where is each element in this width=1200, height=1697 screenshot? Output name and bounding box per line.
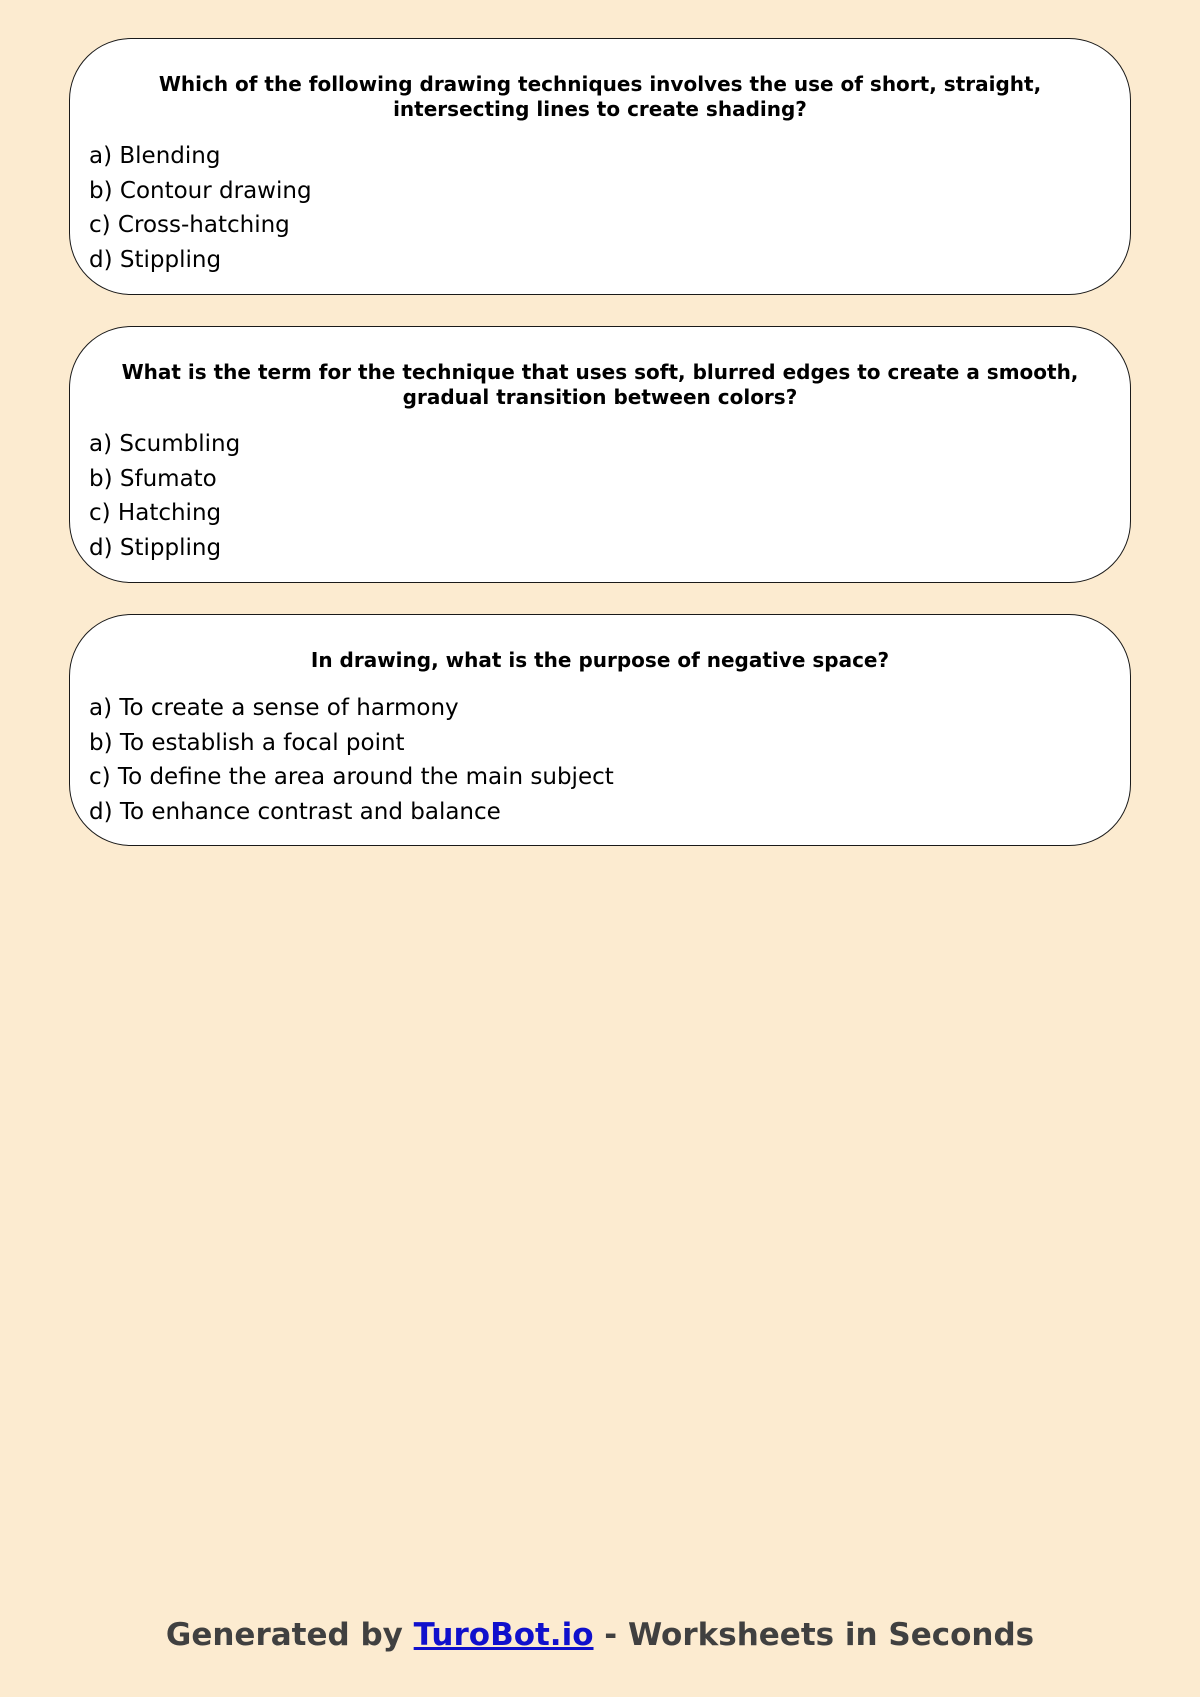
question-card xyxy=(69,38,1131,295)
question-card xyxy=(69,614,1131,846)
question-card xyxy=(69,326,1131,583)
answer-option: c) Hatching xyxy=(89,500,222,526)
answer-options xyxy=(70,427,1130,565)
footer-credit xyxy=(0,1617,1200,1653)
answer-option: b) Sfumato xyxy=(89,465,217,492)
answer-option: a) To create a sense of harmony xyxy=(89,695,459,721)
answer-option: d) To enhance contrast and balance xyxy=(89,798,501,825)
answer-option: d) Stippling xyxy=(89,534,222,561)
footer-suffix: - Worksheets in Seconds xyxy=(593,1617,1035,1653)
answer-option: c) To define the area around the main subject xyxy=(89,764,614,790)
answer-options xyxy=(70,691,1130,829)
answer-option: b) To establish a focal point xyxy=(89,729,405,756)
answer-option: a) Blending xyxy=(89,143,221,169)
answer-option: b) Contour drawing xyxy=(89,177,312,204)
question-text: Which of the following drawing techniques involves the use of short, straight, intersecting lines to create shading? xyxy=(158,72,1042,121)
turobot-link[interactable]: TuroBot.io xyxy=(413,1617,594,1653)
question-text: In drawing, what is the purpose of negative space? xyxy=(310,648,890,672)
answer-options xyxy=(70,139,1130,277)
answer-option: a) Scumbling xyxy=(89,431,241,457)
footer-prefix: Generated by xyxy=(165,1617,414,1653)
question-text: What is the term for the technique that uses soft, blurred edges to create a smooth, gradual transition between colors? xyxy=(121,360,1079,409)
answer-option: d) Stippling xyxy=(89,246,222,273)
answer-option: c) Cross-hatching xyxy=(89,212,290,238)
